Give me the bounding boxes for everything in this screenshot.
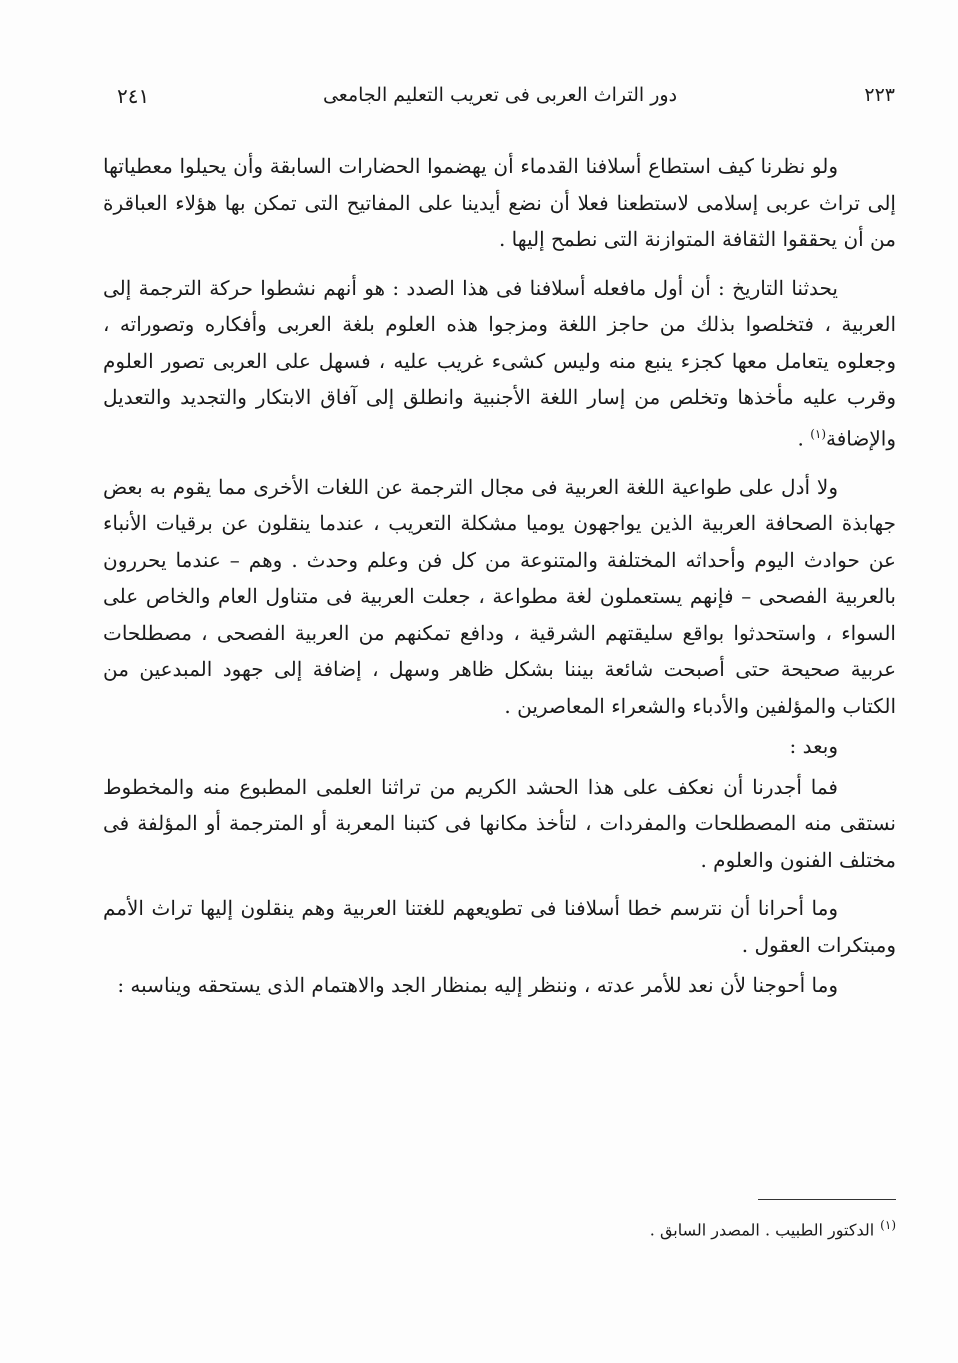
body-text [103,148,896,1004]
header-title: دور التراث العربى فى تعريب التعليم الجامعى [322,84,678,106]
paragraph-1: ولو نظرنا كيف استطاع أسلافنا القدماء أن يهضموا الحضارات السابقة وأن يحيلوا معطياتها إلى تراث عربى إسلامى لاستطعنا فعلا أن نضع أيدينا على المفاتيح التى تمكن بها هؤلاء العباقرة من أن يحققوا الثقافة المتوازنة التى نطمح إليها . [103,154,896,251]
footnote-divider [758,1199,896,1200]
footnote-text: الدكتور الطبيب . المصدر السابق . [649,1220,875,1240]
paragraph-3: ولا أدل على طواعية اللغة العربية فى مجال الترجمة عن اللغات الأخرى مما يقوم به بعض جهابذة الصحافة العربية الذين يواجهون يوميا مشكلة التعريب ، عندما ينقلون عن برقيات الأنباء عن حوادث اليوم وأحداثه المختلفة والمتنوعة من كل فن وعلم وحدث . وهم – عندما يحررون بالعربية الفصحى – فإنهم يستعملون لغة مطواعة ، جعلت العربية فى متناول العام والخاص على السواء ، واستحدثوا بواقع سليقتهم الشرقية ، ودافع تمكنهم من العربية الفصحى ، مصطلحات عربية صحيحة حتى أصبحت شائعة بيننا بشكل ظاهر وسهل ، إضافة إلى جهود المبدعين من الكتاب والمؤلفين والأدباء والشعراء المعاصرين . [103,474,896,718]
paragraph-2-text: يحدثنا التاريخ : أن أول مافعله أسلافنا فى هذا الصدد : هو أنهم نشطوا حركة الترجمة إلى العربية ، فتخلصوا بذلك من حاجز اللغة ومزجوا هذه العلوم بلغة العربى وأفكاره وتصوراته ، وجعلوه يتعامل معها كجزء ينبع منه وليس كشىء غريب عليه ، فسهل على العربى تصور العلوم وقرب عليه مأخذها وتخلص من إسار اللغة الأجنبية وانطلق إلى آفاق الابتكار والتجديد والتعديل والإضافة [103,275,896,451]
paragraph-7: وما أحوجنا لأن نعد للأمر عدته ، وننظر إليه بمنظار الجد والاهتمام الذى يستحقه ويناسبه : [117,973,838,998]
paragraph-2-tail: . [797,426,811,451]
header-page-number: ٢٤١ [117,84,150,108]
footnote [296,1218,896,1239]
paragraph-6: وما أحرانا أن نترسم خطا أسلافنا فى تطويعهم للغتنا العربية وهم ينقلون إليها تراث الأمم ومبتكرات العقول . [103,896,896,957]
page-header [105,84,895,114]
paragraph-2 [103,270,896,457]
paragraph-5: فما أجدرنا أن نعكف على هذا الحشد الكريم من تراثنا العلمى المطبوع منه والمخطوط نستقى منه المصطلحات والمفردات ، لتأخذ مكانها فى كتبنا المعربة أو المترجمة أو المؤلفة فى مختلف الفنون والعلوم . [103,774,896,872]
footnote-marker: (١) [880,1218,896,1232]
header-page-number-secondary: ٢٢٣ [864,84,895,106]
paragraph-4: وبعد : [789,734,838,759]
footnote-reference[interactable]: (١) [810,426,827,441]
